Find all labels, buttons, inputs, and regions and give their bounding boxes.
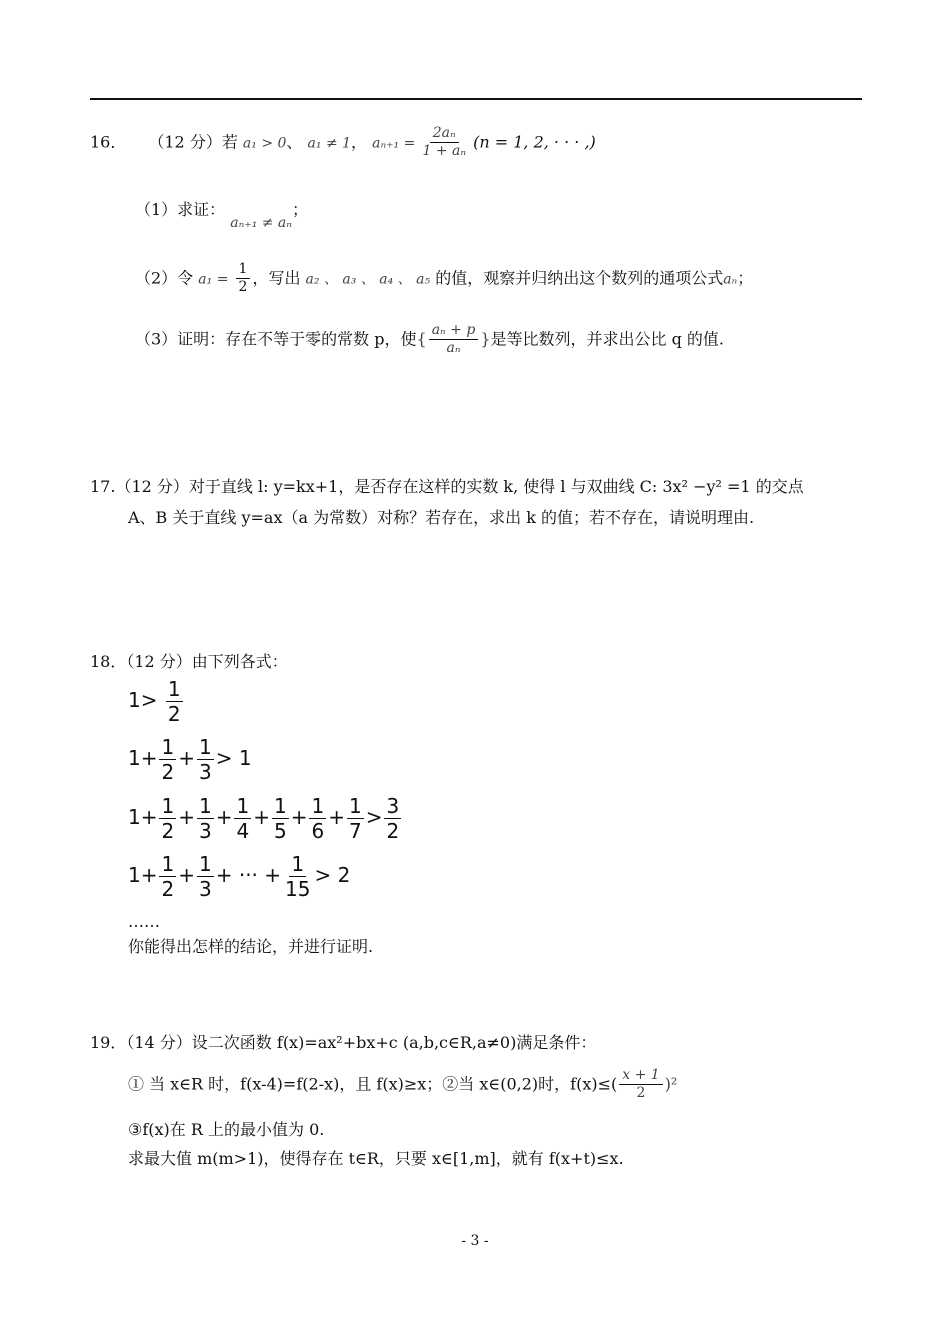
fraction-denominator: 3 <box>198 760 212 784</box>
fraction-numerator: aₙ + p <box>429 323 479 340</box>
page-number: - 3 - <box>461 1233 489 1249</box>
punctuation: ； <box>737 268 754 288</box>
row-result: > 1 <box>215 746 252 770</box>
fraction-denominator: 2 <box>386 819 400 843</box>
inequality-expression: aₙ₊₁ ≠ aₙ <box>230 215 292 231</box>
question-17-line2: A、B 关于直线 y=ax（a 为常数）对称？若存在，求出 k 的值；若不存在，请说明理由. <box>128 508 755 527</box>
fraction-numerator: 1 <box>161 735 175 759</box>
question-18-ask: 你能得出怎样的结论，并进行证明. <box>128 937 374 956</box>
fraction-denominator: aₙ <box>446 340 461 357</box>
fraction-denominator: 2 <box>161 760 175 784</box>
question-19-condition-3: ③f(x)在 R 上的最小值为 0. <box>128 1120 325 1139</box>
inequality-row-3: 1+ $\frac{1}{2}$ + $\frac{1}{3}$ + $\frac{1}{4}$ + $\frac{1}{5}$ + $\frac{1}{6}$ + $\frac{1}{7}$ > $\frac{3}{2}$ <box>128 794 400 843</box>
instruction-text: （3）证明：存在不等于零的常数 p，使 <box>135 329 417 349</box>
part-label: （2）令 <box>135 268 194 288</box>
condition-a1-positive: a₁ > 0 <box>242 135 287 152</box>
inequality-row-4: 1+ $\frac{1}{2}$ + $\frac{1}{3}$ + ··· + $\frac{1}{15}$ > 2 <box>128 852 351 901</box>
separator: ， <box>351 132 368 152</box>
header-rule <box>90 98 862 100</box>
row-lead: 1+ <box>128 746 158 770</box>
fraction-denominator: 3 <box>198 877 212 901</box>
question-number: 16． <box>90 132 127 152</box>
fraction-denominator: 7 <box>348 819 362 843</box>
fraction-denominator: 2 <box>636 1085 646 1102</box>
ellipsis-terms: + ··· + <box>215 863 282 887</box>
fraction-denominator: 15 <box>285 877 311 901</box>
sequence-fraction <box>429 323 479 357</box>
q16-part3: （3）证明：存在不等于零的常数 p，使{ $\frac{\text{aₙ + p}}{\text{aₙ}}$ }是等比数列，并求出公比 q 的值. <box>135 322 725 357</box>
row-lead: 1> <box>128 688 158 712</box>
inequality-row-1 <box>128 678 185 725</box>
row-relation: > <box>365 805 383 829</box>
instruction-text: ，写出 <box>252 268 301 288</box>
fraction-numerator: 3 <box>386 794 400 818</box>
condition-end: )² <box>664 1074 678 1094</box>
question-16 <box>90 126 596 160</box>
question-18-header: 18．（12 分）由下列各式： <box>90 652 288 671</box>
fraction-numerator: 1 <box>167 677 181 701</box>
condition-a1-not-one: a₁ ≠ 1 <box>307 135 352 152</box>
question-score: （12 分）若 <box>148 132 238 152</box>
separator: 、 <box>286 132 303 152</box>
q16-part2 <box>135 262 753 296</box>
half-fraction <box>236 262 251 296</box>
fraction-numerator: 1 <box>311 794 325 818</box>
condition-fraction <box>619 1068 662 1102</box>
fraction-numerator: 1 <box>236 794 250 818</box>
fraction-denominator: 4 <box>236 819 250 843</box>
fraction-denominator: 1 + aₙ <box>422 143 466 160</box>
fraction-numerator: 1 <box>198 794 212 818</box>
instruction-text: 的值，观察并归纳出这个数列的通项公式 <box>435 268 724 288</box>
fraction-numerator: 1 <box>291 852 305 876</box>
fraction-numerator: 1 <box>161 794 175 818</box>
fraction-numerator: 1 <box>161 852 175 876</box>
fraction-denominator: 2 <box>167 702 181 726</box>
general-term: aₙ <box>723 271 738 288</box>
fraction-denominator: 2 <box>161 819 175 843</box>
part-label: （1）求证： <box>135 200 226 219</box>
fraction-numerator: 2aₙ <box>430 126 459 143</box>
fraction-numerator: 1 <box>198 852 212 876</box>
term-list: a₂ 、 a₃ 、 a₄ 、 a₅ <box>305 271 431 288</box>
inequality-row-2: 1+ $\frac{1}{2}$ + $\frac{1}{3}$ > 1 <box>128 735 252 784</box>
fraction-numerator: 1 <box>198 735 212 759</box>
index-range: (n = 1, 2, · · · ,) <box>473 132 596 152</box>
a1-assign: a₁ = <box>198 271 229 288</box>
instruction-text: 是等比数列，并求出公比 q 的值. <box>490 329 725 349</box>
ellipsis: …… <box>128 912 160 931</box>
question-19-header: 19．（14 分）设二次函数 f(x)=ax²+bx+c (a,b,c∈R,a≠0)满足条件： <box>90 1033 597 1052</box>
fraction-numerator: 1 <box>273 794 287 818</box>
fraction-numerator: x + 1 <box>619 1068 662 1085</box>
recurrence-fraction <box>422 126 466 160</box>
punctuation: ； <box>291 200 308 219</box>
question-17-line1: 17.（12 分）对于直线 l: y=kx+1，是否存在这样的实数 k, 使得 l 与双曲线 C: 3x² −y² =1 的交点 <box>90 477 804 496</box>
row-lead: 1+ <box>128 805 158 829</box>
fraction-denominator: 2 <box>238 279 248 296</box>
fraction-denominator: 5 <box>273 819 287 843</box>
fraction-denominator: 6 <box>311 819 325 843</box>
condition-text: ① 当 x∈R 时，f(x-4)=f(2-x)，且 f(x)≥x；②当 x∈(0,2)时，f(x)≤( <box>128 1074 618 1094</box>
recurrence-lhs: aₙ₊₁ = <box>372 135 416 152</box>
fraction-denominator: 2 <box>161 877 175 901</box>
question-19-ask: 求最大值 m(m>1)，使得存在 t∈R，只要 x∈[1,m]，就有 f(x+t)≤x. <box>128 1149 624 1168</box>
question-19-conditions <box>128 1068 677 1102</box>
row-result: > 2 <box>314 863 351 887</box>
fraction-numerator: 1 <box>348 794 362 818</box>
fraction-numerator: 1 <box>236 262 251 279</box>
fraction-denominator: 3 <box>198 819 212 843</box>
row-lead: 1+ <box>128 863 158 887</box>
q16-part1 <box>135 198 308 231</box>
